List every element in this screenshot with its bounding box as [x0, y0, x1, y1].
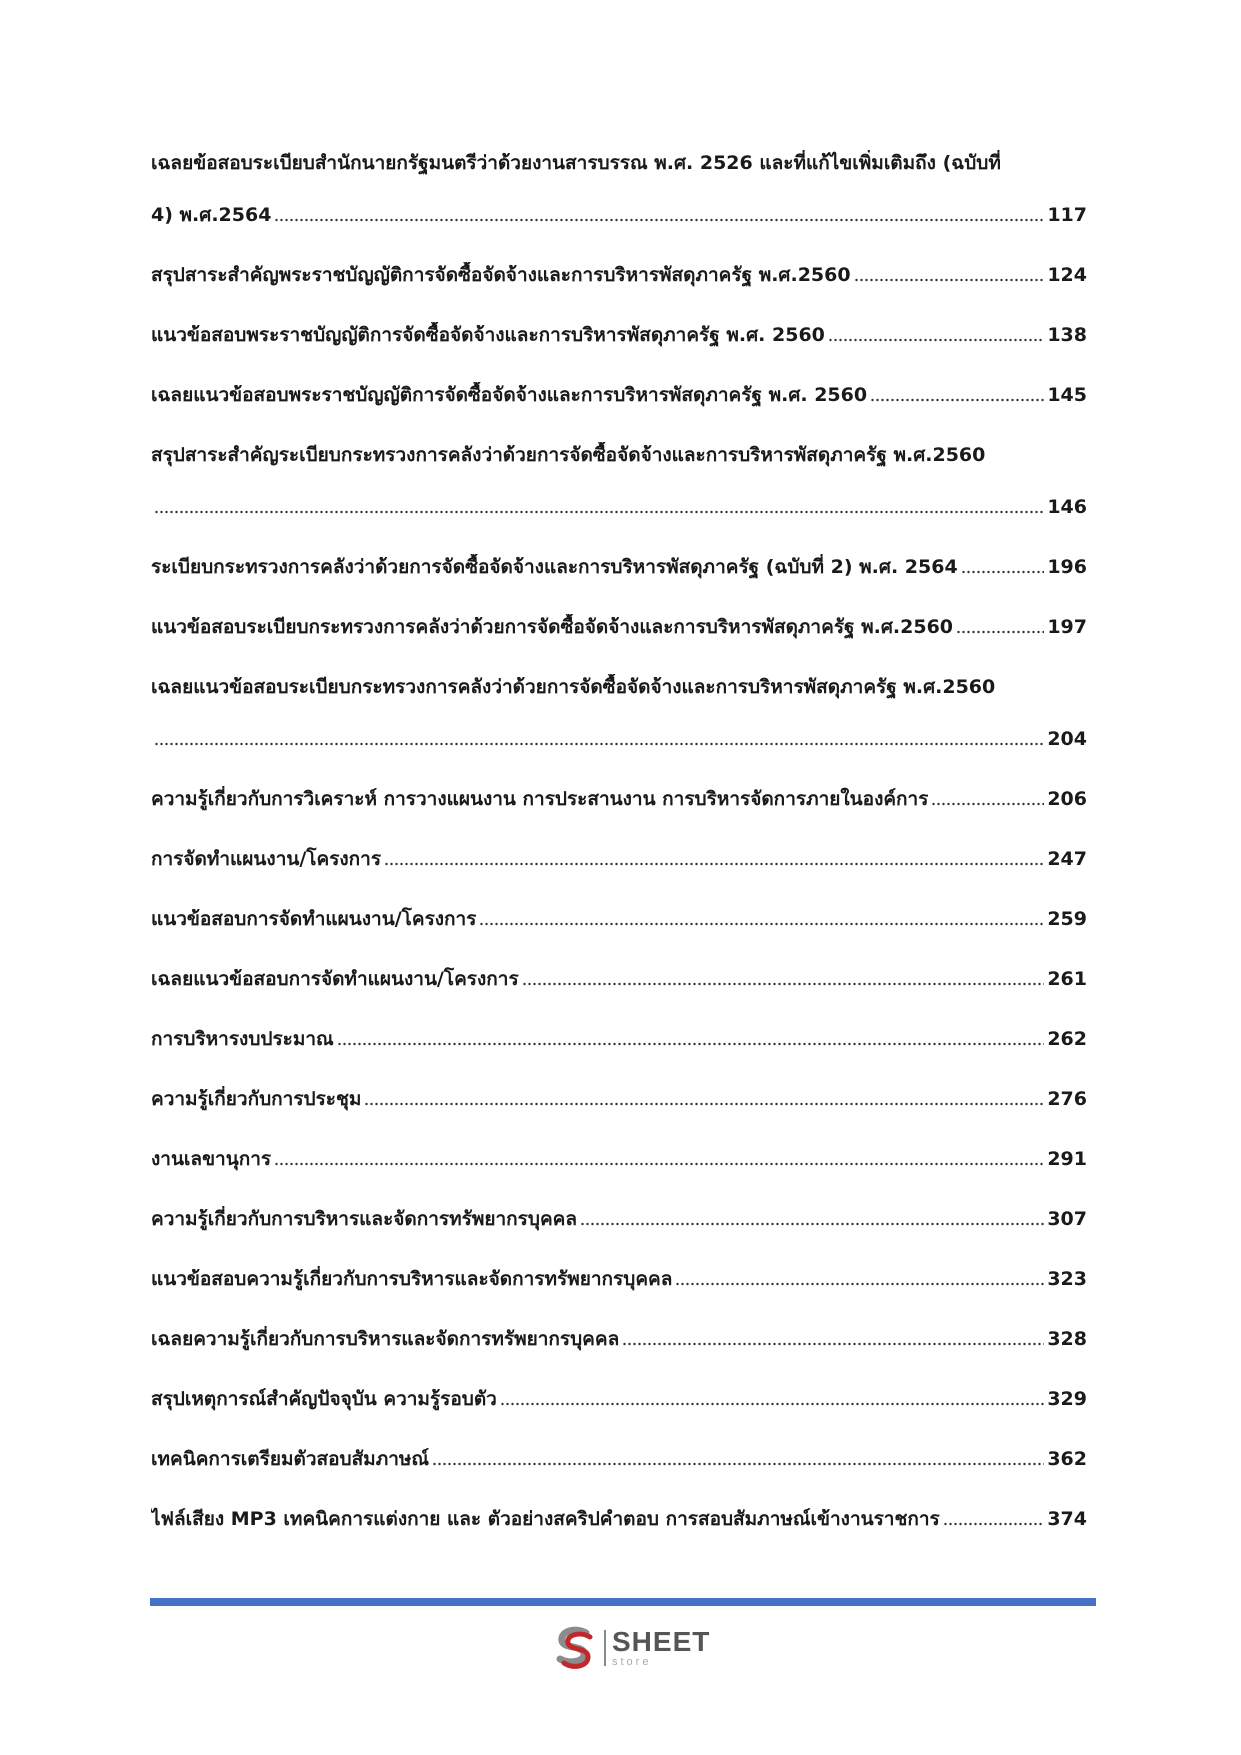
- toc-entry-line: [151, 786, 1087, 812]
- toc-entry[interactable]: [151, 846, 1087, 872]
- toc-page-number: 374: [1047, 1508, 1087, 1530]
- dot-leader: [500, 1402, 1044, 1406]
- toc-entry-title: งานเลขานุการ: [151, 1148, 272, 1170]
- toc-entry[interactable]: [151, 966, 1087, 992]
- toc-entry[interactable]: [151, 1386, 1087, 1412]
- toc-page-number: 307: [1047, 1208, 1087, 1230]
- toc-entry[interactable]: [151, 262, 1087, 288]
- toc-entry[interactable]: [151, 382, 1087, 408]
- toc-entry[interactable]: [151, 1266, 1087, 1292]
- toc-entry-title: การจัดทำแผนงาน/โครงการ: [151, 848, 382, 870]
- toc-page-number: 206: [1047, 788, 1087, 810]
- table-of-contents: [151, 150, 1087, 1566]
- toc-entry-line: [151, 1446, 1087, 1472]
- toc-entry-line: [151, 494, 1087, 520]
- toc-page-number: 145: [1047, 384, 1087, 406]
- toc-page-number: 329: [1047, 1388, 1087, 1410]
- logo-word: SHEET: [612, 1626, 711, 1657]
- toc-entry-line: [151, 614, 1087, 640]
- toc-entry-line: [151, 906, 1087, 932]
- toc-entry-title: เฉลยแนวข้อสอบการจัดทำแผนงาน/โครงการ: [151, 968, 519, 990]
- dot-leader: [956, 630, 1044, 634]
- toc-entry-line: [151, 202, 1087, 228]
- toc-page-number: 262: [1047, 1028, 1087, 1050]
- dot-leader: [943, 1522, 1045, 1526]
- toc-entry[interactable]: [151, 1206, 1087, 1232]
- toc-page-number: 291: [1047, 1148, 1087, 1170]
- toc-entry[interactable]: [151, 1446, 1087, 1472]
- toc-entry-title: 4) พ.ศ.2564: [151, 204, 272, 226]
- toc-entry[interactable]: [151, 150, 1087, 228]
- toc-entry-title: เฉลยแนวข้อสอบระเบียบกระทรวงการคลังว่าด้วยการจัดซื้อจัดจ้างและการบริหารพัสดุภาครัฐ พ.ศ.2560: [151, 676, 996, 698]
- logo-divider: [604, 1630, 606, 1666]
- toc-entry-title: แนวข้อสอบระเบียบกระทรวงการคลังว่าด้วยการจัดซื้อจัดจ้างและการบริหารพัสดุภาครัฐ พ.ศ.2560: [151, 616, 954, 638]
- toc-entry[interactable]: [151, 1326, 1087, 1352]
- toc-entry-line: [151, 1506, 1087, 1532]
- dot-leader: [622, 1342, 1044, 1346]
- toc-entry-title: สรุปสาระสำคัญพระราชบัญญัติการจัดซื้อจัดจ้างและการบริหารพัสดุภาครัฐ พ.ศ.2560: [151, 264, 851, 286]
- toc-page-number: 146: [1047, 496, 1087, 518]
- dot-leader: [854, 278, 1045, 282]
- toc-entry[interactable]: [151, 442, 1087, 520]
- toc-entry-title: แนวข้อสอบการจัดทำแผนงาน/โครงการ: [151, 908, 477, 930]
- toc-entry[interactable]: [151, 674, 1087, 752]
- toc-entry[interactable]: [151, 1086, 1087, 1112]
- footer-rule: [150, 1598, 1096, 1606]
- dot-leader: [274, 218, 1044, 222]
- toc-entry-line: [151, 674, 1087, 700]
- dot-leader: [828, 338, 1044, 342]
- toc-entry-line: [151, 1266, 1087, 1292]
- toc-entry-title: แนวข้อสอบความรู้เกี่ยวกับการบริหารและจัดการทรัพยากรบุคคล: [151, 1268, 673, 1290]
- toc-page-number: 323: [1047, 1268, 1087, 1290]
- dot-leader: [274, 1162, 1044, 1166]
- toc-page-number: 261: [1047, 968, 1087, 990]
- toc-entry-line: [151, 966, 1087, 992]
- toc-page-number: 197: [1047, 616, 1087, 638]
- toc-entry-title: เฉลยข้อสอบระเบียบสำนักนายกรัฐมนตรีว่าด้วยงานสารบรรณ พ.ศ. 2526 และที่แก้ไขเพิ่มเติมถึง (ฉบับที่: [151, 152, 1001, 174]
- toc-page-number: 138: [1047, 324, 1087, 346]
- toc-entry-line: [151, 1086, 1087, 1112]
- toc-entry[interactable]: [151, 322, 1087, 348]
- dot-leader: [931, 802, 1044, 806]
- toc-page-number: 276: [1047, 1088, 1087, 1110]
- toc-entry-line: [151, 1206, 1087, 1232]
- toc-entry[interactable]: [151, 1146, 1087, 1172]
- dot-leader: [432, 1462, 1044, 1466]
- toc-entry-line: [151, 846, 1087, 872]
- toc-entry[interactable]: [151, 786, 1087, 812]
- toc-entry-line: [151, 726, 1087, 752]
- toc-entry-title: แนวข้อสอบพระราชบัญญัติการจัดซื้อจัดจ้างและการบริหารพัสดุภาครัฐ พ.ศ. 2560: [151, 324, 825, 346]
- toc-entry-line: [151, 150, 1087, 176]
- toc-page-number: 259: [1047, 908, 1087, 930]
- toc-page-number: 362: [1047, 1448, 1087, 1470]
- toc-entry-line: [151, 382, 1087, 408]
- toc-entry-line: [151, 1326, 1087, 1352]
- toc-entry-title: เฉลยแนวข้อสอบพระราชบัญญัติการจัดซื้อจัดจ้างและการบริหารพัสดุภาครัฐ พ.ศ. 2560: [151, 384, 868, 406]
- toc-entry-line: [151, 554, 1087, 580]
- dot-leader: [675, 1282, 1044, 1286]
- logo-subword: store: [612, 1656, 652, 1668]
- sheet-store-logo: [552, 1622, 710, 1674]
- dot-leader: [580, 1222, 1044, 1226]
- toc-entry-title: ความรู้เกี่ยวกับการวิเคราะห์ การวางแผนงาน การประสานงาน การบริหารจัดการภายในองค์การ: [151, 788, 929, 810]
- toc-entry-line: [151, 262, 1087, 288]
- toc-entry-title: ระเบียบกระทรวงการคลังว่าด้วยการจัดซื้อจัดจ้างและการบริหารพัสดุภาครัฐ (ฉบับที่ 2) พ.ศ. 2564: [151, 556, 958, 578]
- dot-leader: [364, 1102, 1044, 1106]
- toc-entry-line: [151, 1026, 1087, 1052]
- toc-page-number: 124: [1047, 264, 1087, 286]
- toc-entry-title: สรุปสาระสำคัญระเบียบกระทรวงการคลังว่าด้วยการจัดซื้อจัดจ้างและการบริหารพัสดุภาครัฐ พ.ศ.2560: [151, 444, 986, 466]
- toc-entry-line: [151, 322, 1087, 348]
- dot-leader: [384, 862, 1044, 866]
- toc-entry-title: การบริหารงบประมาณ: [151, 1028, 334, 1050]
- toc-page-number: 196: [1047, 556, 1087, 578]
- dot-leader: [522, 982, 1045, 986]
- dot-leader: [479, 922, 1044, 926]
- toc-entry[interactable]: [151, 614, 1087, 640]
- toc-entry-title: ไฟล์เสียง MP3 เทคนิคการแต่งกาย และ ตัวอย่างสคริปคำตอบ การสอบสัมภาษณ์เข้างานราชการ: [151, 1508, 940, 1530]
- toc-entry[interactable]: [151, 554, 1087, 580]
- toc-entry[interactable]: [151, 906, 1087, 932]
- toc-page-number: 117: [1047, 204, 1087, 226]
- sheet-s-logo-icon: [552, 1625, 598, 1671]
- dot-leader: [154, 510, 1044, 514]
- logo-text: [612, 1628, 710, 1668]
- toc-entry-title: เทคนิคการเตรียมตัวสอบสัมภาษณ์: [151, 1448, 430, 1470]
- toc-page-number: 247: [1047, 848, 1087, 870]
- toc-entry-title: เฉลยความรู้เกี่ยวกับการบริหารและจัดการทรัพยากรบุคคล: [151, 1328, 620, 1350]
- toc-entry[interactable]: [151, 1506, 1087, 1532]
- dot-leader: [337, 1042, 1045, 1046]
- dot-leader: [961, 570, 1045, 574]
- dot-leader: [154, 742, 1044, 746]
- toc-entry-title: ความรู้เกี่ยวกับการบริหารและจัดการทรัพยากรบุคคล: [151, 1208, 578, 1230]
- toc-page-number: 204: [1047, 728, 1087, 750]
- toc-entry-title: สรุปเหตุการณ์สำคัญปัจจุบัน ความรู้รอบตัว: [151, 1388, 497, 1410]
- toc-page-number: 328: [1047, 1328, 1087, 1350]
- toc-entry-line: [151, 1146, 1087, 1172]
- dot-leader: [870, 398, 1044, 402]
- toc-entry-title: ความรู้เกี่ยวกับการประชุม: [151, 1088, 362, 1110]
- toc-entry-line: [151, 442, 1087, 468]
- toc-entry[interactable]: [151, 1026, 1087, 1052]
- toc-entry-line: [151, 1386, 1087, 1412]
